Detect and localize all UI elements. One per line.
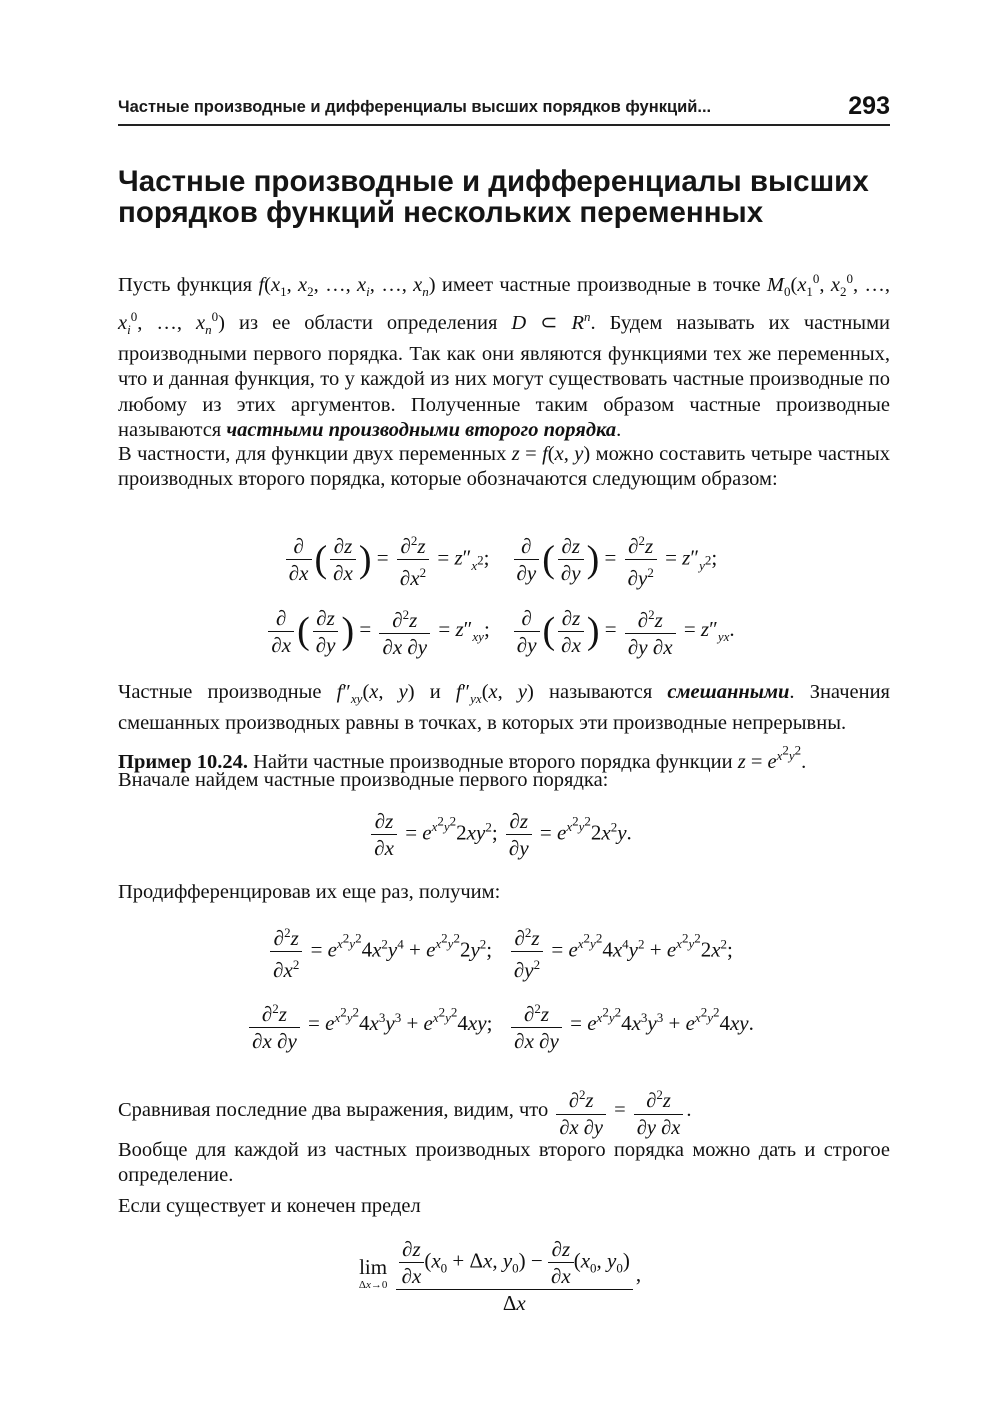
formula-second-order-mixed: $\frac{\partial}{\partial x}$ ( $\frac{\partial z}{\partial y}$ ) = $\frac{\partial^2z}{\partial x \partial y}$ = $z''_{xy}$; $\frac{\partial}{\partial y}$ ( $\frac{\partial z}{\partial x}$ ) = $\frac{\partial^2z}{\partial y \partial x}$ = $z''_{yx}$.: [0, 602, 1000, 660]
page-number: 293: [848, 92, 890, 120]
p8-text: Если существует и конечен предел: [118, 1195, 421, 1217]
formula-example-mixed: $\frac{\partial^2z}{\partial x \partial y}$ = $e^{x^2y^2}4x^3y^3 + e^{x^2y^2}4xy$; $\frac{\partial^2z}{\partial x \partial y}$ = $e^{x^2y^2}4x^3y^3 + e^{x^2y^2}4xy$.: [0, 996, 1000, 1054]
p1-text-b: имеет частные производные в точке: [441, 273, 761, 296]
p1-text-d: . Будем называть их частными производными первого порядка. Так как они являются функциями тех же переменных, что и данная функция, то у каждой из них могут существовать частные производные по любому из этих аргументов. Полученные таким образом частные производные называются: [118, 311, 891, 441]
p6-text: Сравнивая последние два выражения, видим, что: [118, 1099, 549, 1121]
formula-second-order-pure: $\frac{\partial}{\partial x}$ ( $\frac{\partial z}{\partial x}$ ) = $\frac{\partial^2z}{\partial x^2}$ = $z''_{x^2}$; $\frac{\partial}{\partial y}$ ( $\frac{\partial z}{\partial y}$ ) = $\frac{\partial^2z}{\partial y^2}$ = $z''_{y^2}$;: [0, 528, 1000, 591]
term-second-order: частными производными второго порядка: [226, 418, 617, 441]
p7-text: Вообще для каждой из частных производных второго порядка можно дать и строгое определение.: [118, 1139, 890, 1187]
example-text: Найти частные производные второго порядка функции: [253, 751, 733, 774]
p3-text-b: называются: [549, 681, 653, 703]
paragraph-differentiate-again: [118, 880, 890, 905]
p1-text-c: из ее области определения: [239, 311, 498, 334]
p3-text-a: Частные производные: [118, 681, 322, 703]
formula-first-order: $\frac{\partial z}{\partial x}$ = $e^{x^2y^2}2xy^2$; $\frac{\partial z}{\partial y}$ = $e^{x^2y^2}2x^2y$.: [0, 808, 1000, 861]
paragraph-definition: Пусть функция $f(x_1$, $x_2$, …, $x_i$, …, $x_n$) имеет частные производные в точке $M_0(x_1^0$, $x_2^0$, …, $x_i^0$, …, $x_n^0$) из ее области определения D ⊂ $R^n$. Будем называть их частными производными первого порядка. Так как они являются функциями тех же переменных, что и данная функция, то у каждой из них могут существовать частные производные по любому из этих аргументов. Полученные таким образом частные производные называются частными производными второго порядка.: [118, 271, 891, 441]
p2-text-b: можно составить четыре частных производных второго порядка, которые обозначаются следующим образом:: [118, 443, 891, 491]
p2-text-a: В частности, для функции двух переменных: [118, 443, 507, 465]
paragraph-first-order: [118, 768, 890, 793]
p3-text-c: . Значения смешанных производных равны в точках, в которых эти производные непрерывны.: [118, 681, 890, 735]
formula-limit: lim Δx→0 $\frac{\partial z}{\partial x}$ ($x_0 + \Delta x$, $y_0$) − $\frac{\partial z}{\partial x}$ ($x_0$, $y_0$) Δx ,: [358, 1237, 642, 1315]
p5-text: Продифференцировав их еще раз, получим:: [118, 881, 501, 903]
p4-text: Вначале найдем частные производные первого порядка:: [118, 769, 609, 791]
formula-example-pure: $\frac{\partial^2z}{\partial x^2}$ = $e^{x^2y^2}4x^2y^4 + e^{x^2y^2}2y^2$; $\frac{\partial^2z}{\partial y^2}$ = $e^{x^2y^2}4x^4y^2 + e^{x^2y^2}2x^2$;: [0, 920, 1000, 983]
running-head: Частные производные и дифференциалы высших порядков функций...: [118, 98, 712, 116]
paragraph-strict-definition: [118, 1138, 890, 1188]
paragraph-comparison: Сравнивая последние два выражения, видим, что $\frac{\partial^2z}{\partial x \partial y}$ = $\frac{\partial^2z}{\partial y \partial x}$ .: [118, 1080, 890, 1141]
p1-text-a: Пусть функция: [118, 273, 253, 296]
paragraph-limit-intro: [118, 1194, 890, 1219]
example-label: Пример 10.24.: [118, 751, 248, 774]
section-title: Частные производные и дифференциалы высших порядков функций нескольких переменных: [118, 165, 869, 229]
paragraph-mixed: Частные производные $f''_{xy}(x$, y) и $f''_{yx}(x$, y) называются смешанными. Значения смешанных производных равны в точках, в которых эти производные непрерывны.: [118, 681, 890, 735]
example-statement: Пример 10.24. Найти частные производные второго порядка функции $z = e^{x^2y^2}$.: [118, 743, 807, 774]
header-rule: [118, 124, 890, 126]
p3-text-and: и: [429, 681, 441, 703]
paragraph-two-vars: В частности, для функции двух переменных z = f(x, y) можно составить четыре частных производных второго порядка, которые обозначаются следующим образом:: [118, 443, 891, 491]
term-mixed: смешанными: [667, 681, 790, 703]
